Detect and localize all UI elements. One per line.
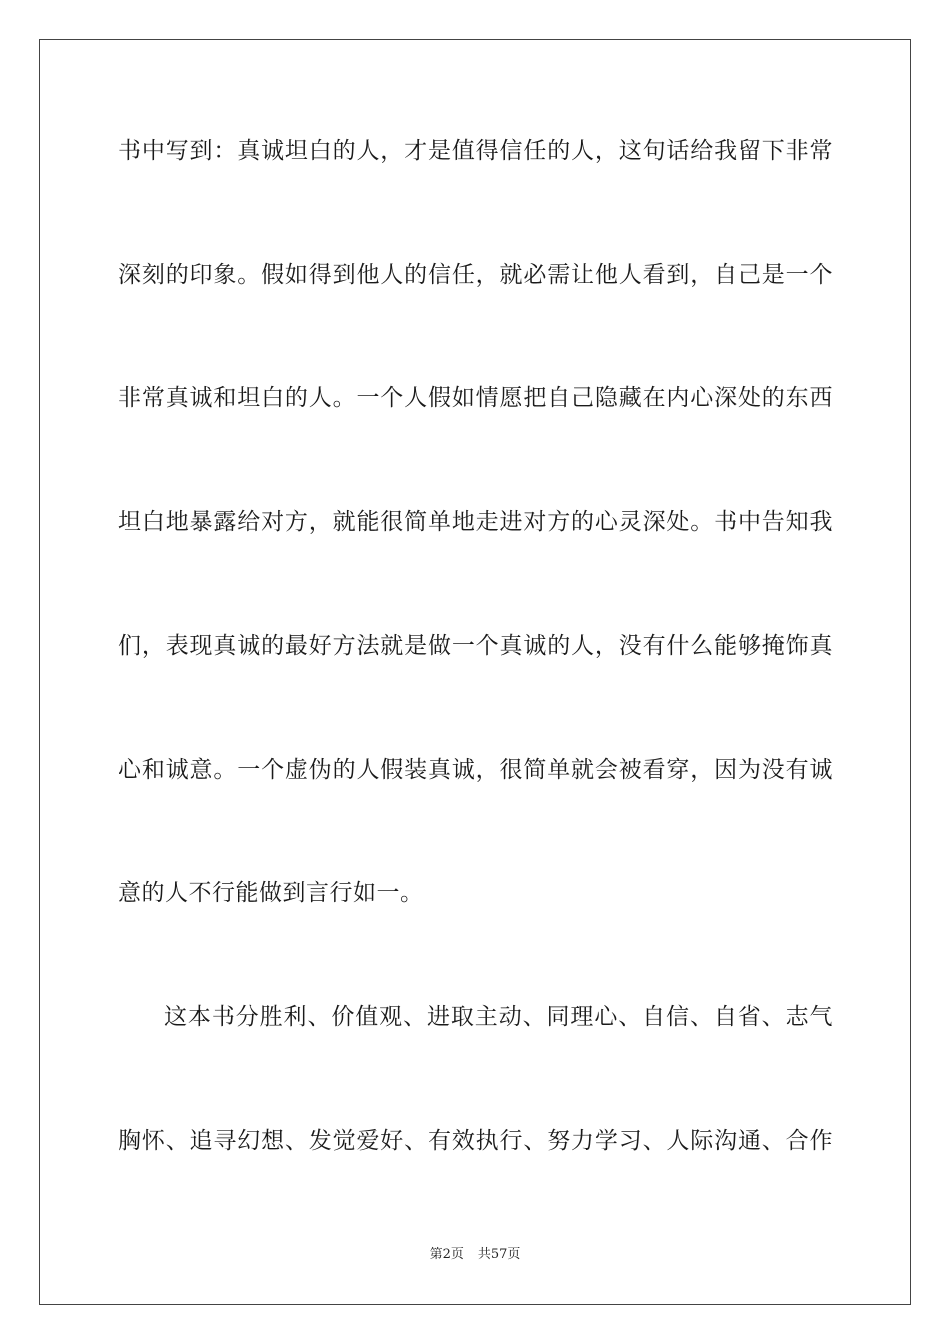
paragraph-line-9: 胸怀、追寻幻想、发觉爱好、有效执行、努力学习、人际沟通、合作 — [118, 1128, 833, 1154]
paragraph-line-3: 非常真诚和坦白的人。一个人假如情愿把自己隐藏在内心深处的东西 — [118, 385, 833, 411]
paragraph-line-4: 坦白地暴露给对方，就能很简单地走进对方的心灵深处。书中告知我 — [118, 509, 833, 535]
page-border — [39, 39, 911, 1305]
page-footer — [0, 1246, 950, 1264]
paragraph-line-7: 意的人不行能做到言行如一。 — [118, 880, 424, 906]
paragraph-line-8: 这本书分胜利、价值观、进取主动、同理心、自信、自省、志气 — [164, 1004, 833, 1030]
paragraph-line-5: 们，表现真诚的最好方法就是做一个真诚的人，没有什么能够掩饰真 — [118, 633, 833, 659]
paragraph-line-1: 书中写到：真诚坦白的人，才是值得信任的人，这句话给我留下非常 — [118, 138, 833, 164]
page-number: 第2页 — [429, 1247, 464, 1262]
paragraph-line-6: 心和诚意。一个虚伪的人假装真诚，很简单就会被看穿，因为没有诚 — [118, 757, 833, 783]
paragraph-line-2: 深刻的印象。假如得到他人的信任，就必需让他人看到，自己是一个 — [118, 262, 833, 288]
page-total: 共57页 — [477, 1247, 521, 1262]
